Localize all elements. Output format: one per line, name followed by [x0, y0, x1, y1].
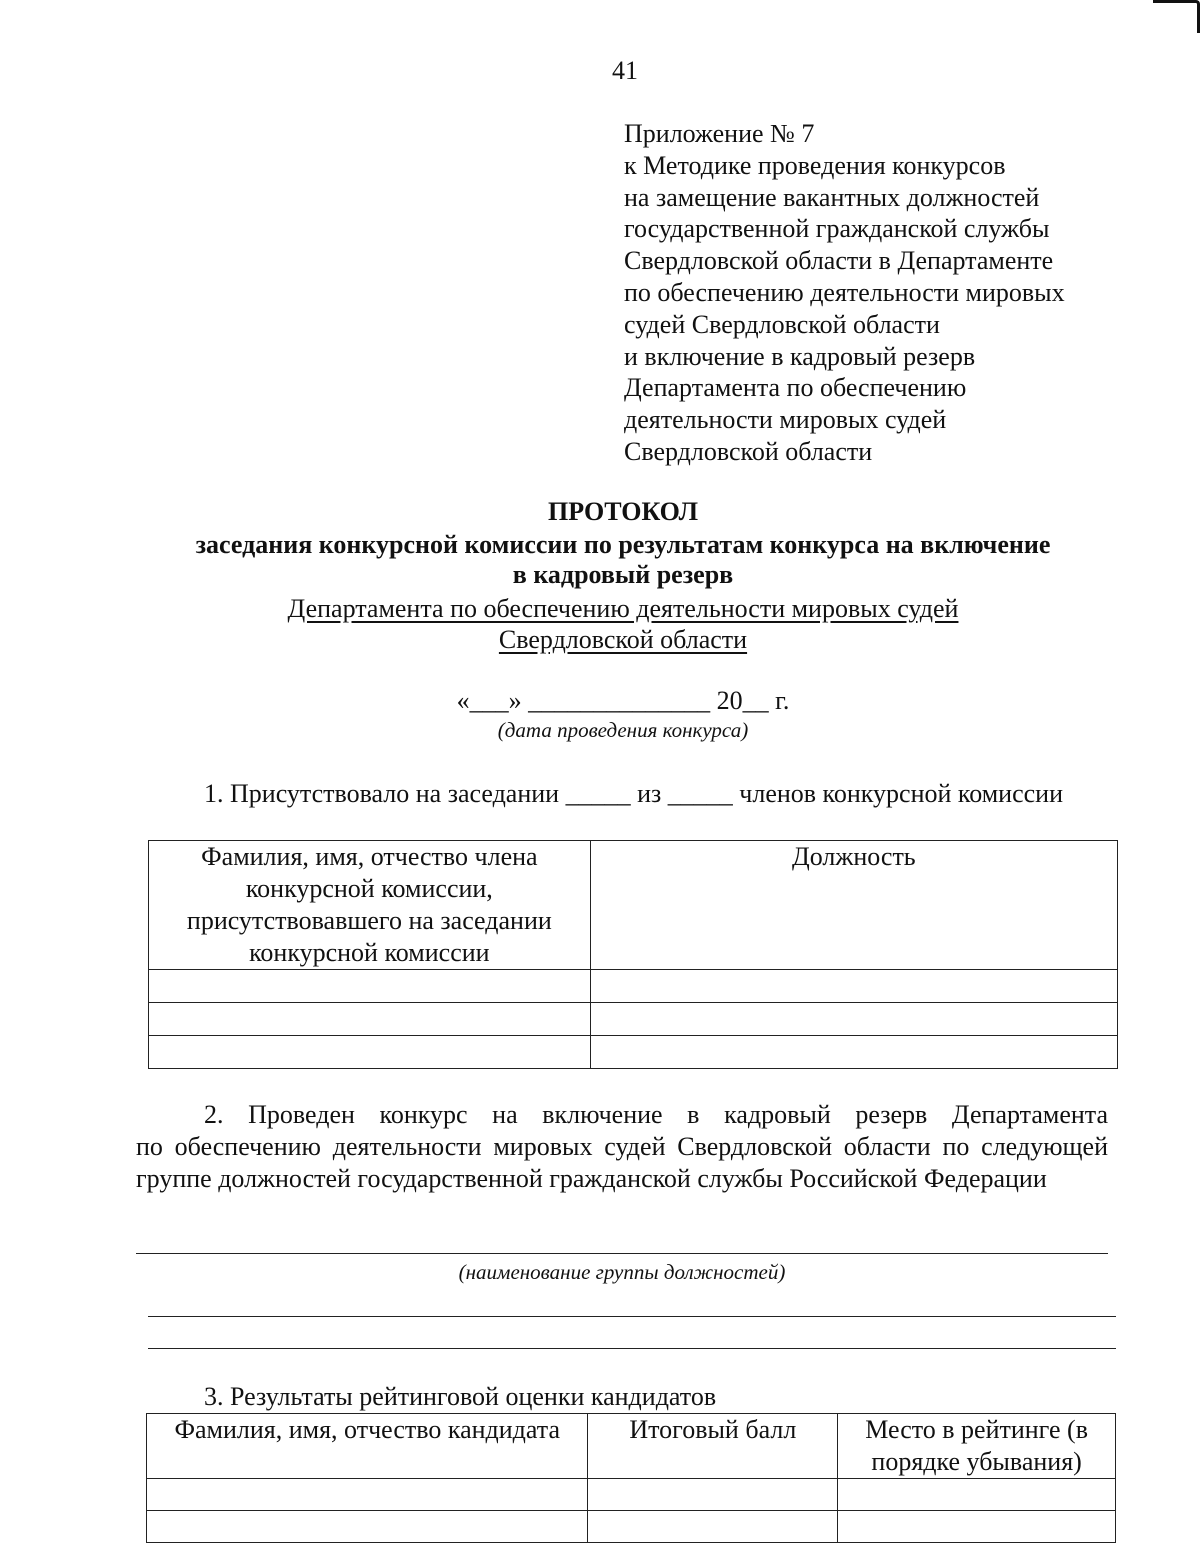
section-3-title: 3. Результаты рейтинговой оценки кандидатов: [204, 1382, 717, 1411]
header-rating-place: Место в рейтинге (в порядке убывания): [838, 1414, 1116, 1479]
document-title: ПРОТОКОЛ: [548, 497, 698, 526]
table-row: [149, 970, 1118, 1003]
blank-line: [148, 1316, 1116, 1317]
section-2-first-line: 2. Проведен конкурс на включение в кадровый резерв Департамента: [204, 1100, 1108, 1129]
appendix-line: Департамента по обеспечению: [624, 373, 967, 403]
table-header-row: [149, 841, 1118, 970]
attendance-present-blank: _____: [565, 779, 631, 808]
attendance-total-blank: _____: [667, 779, 733, 808]
table-row: [149, 1003, 1118, 1036]
appendix-line: Свердловской области: [624, 436, 873, 466]
table-cell: [149, 970, 591, 1003]
appendix-line: по обеспечению деятельности мировых: [624, 277, 1065, 307]
appendix-line: судей Свердловской области: [624, 309, 940, 339]
position-group-caption: (наименование группы должностей): [458, 1260, 786, 1284]
table-row: [147, 1479, 1116, 1511]
header-position: Должность: [590, 841, 1117, 970]
section-2-body: по обеспечению деятельности мировых судей Свердловской области по следующей группе должностей государственной гражданской службы Российской Федерации: [136, 1132, 1108, 1193]
table-cell: [590, 1036, 1117, 1069]
appendix-header: [624, 118, 1065, 468]
header-member-name: Фамилия, имя, отчество члена конкурсной комиссии, присутствовавшего на заседании конкурсной комиссии: [149, 841, 591, 970]
table-cell: [588, 1511, 838, 1543]
table-row: [147, 1511, 1116, 1543]
appendix-line: деятельности мировых судей: [624, 405, 947, 435]
organization-line-1: Департамента по обеспечению деятельности мировых судей: [287, 594, 959, 623]
table-cell: [149, 1003, 591, 1036]
section-1-attendance: [136, 778, 1108, 810]
subtitle-line-1: заседания конкурсной комиссии по результатам конкурса на включение: [195, 530, 1051, 559]
blank-line: [148, 1348, 1116, 1349]
attendance-text-a: 1. Присутствовало на заседании: [204, 779, 566, 808]
subtitle-line-2: в кадровый резерв: [512, 560, 734, 589]
position-group-line: [136, 1253, 1108, 1254]
table-cell: [588, 1479, 838, 1511]
section-2-paragraph: [136, 1099, 1108, 1195]
organization-name: [120, 593, 1126, 655]
date-field: «___» ______________ 20__ г.: [456, 686, 790, 715]
appendix-line: Приложение № 7: [624, 119, 815, 148]
candidate-rating-table: [146, 1413, 1116, 1543]
appendix-line: и включение в кадровый резерв: [624, 341, 976, 371]
attendance-text-c: членов конкурсной комиссии: [732, 779, 1063, 808]
document-subtitle: [120, 530, 1126, 590]
table-cell: [147, 1511, 588, 1543]
appendix-line: к Методике проведения конкурсов: [624, 150, 1006, 180]
date-caption: (дата проведения конкурса): [497, 718, 749, 742]
attendance-text-b: из: [630, 779, 668, 808]
scan-corner-mark: [1153, 0, 1200, 33]
appendix-line: на замещение вакантных должностей: [624, 182, 1040, 212]
header-candidate-name: Фамилия, имя, отчество кандидата: [147, 1414, 588, 1479]
table-row: [149, 1036, 1118, 1069]
table-cell: [590, 970, 1117, 1003]
header-total-score: Итоговый балл: [588, 1414, 838, 1479]
commission-members-table: [148, 840, 1118, 1069]
page-number: 41: [612, 56, 638, 85]
table-header-row: [147, 1414, 1116, 1479]
table-cell: [149, 1036, 591, 1069]
organization-line-2: Свердловской области: [498, 625, 748, 654]
table-cell: [838, 1479, 1116, 1511]
table-cell: [590, 1003, 1117, 1036]
appendix-line: Свердловской области в Департаменте: [624, 246, 1054, 276]
table-cell: [838, 1511, 1116, 1543]
appendix-line: государственной гражданской службы: [624, 214, 1050, 244]
table-cell: [147, 1479, 588, 1511]
